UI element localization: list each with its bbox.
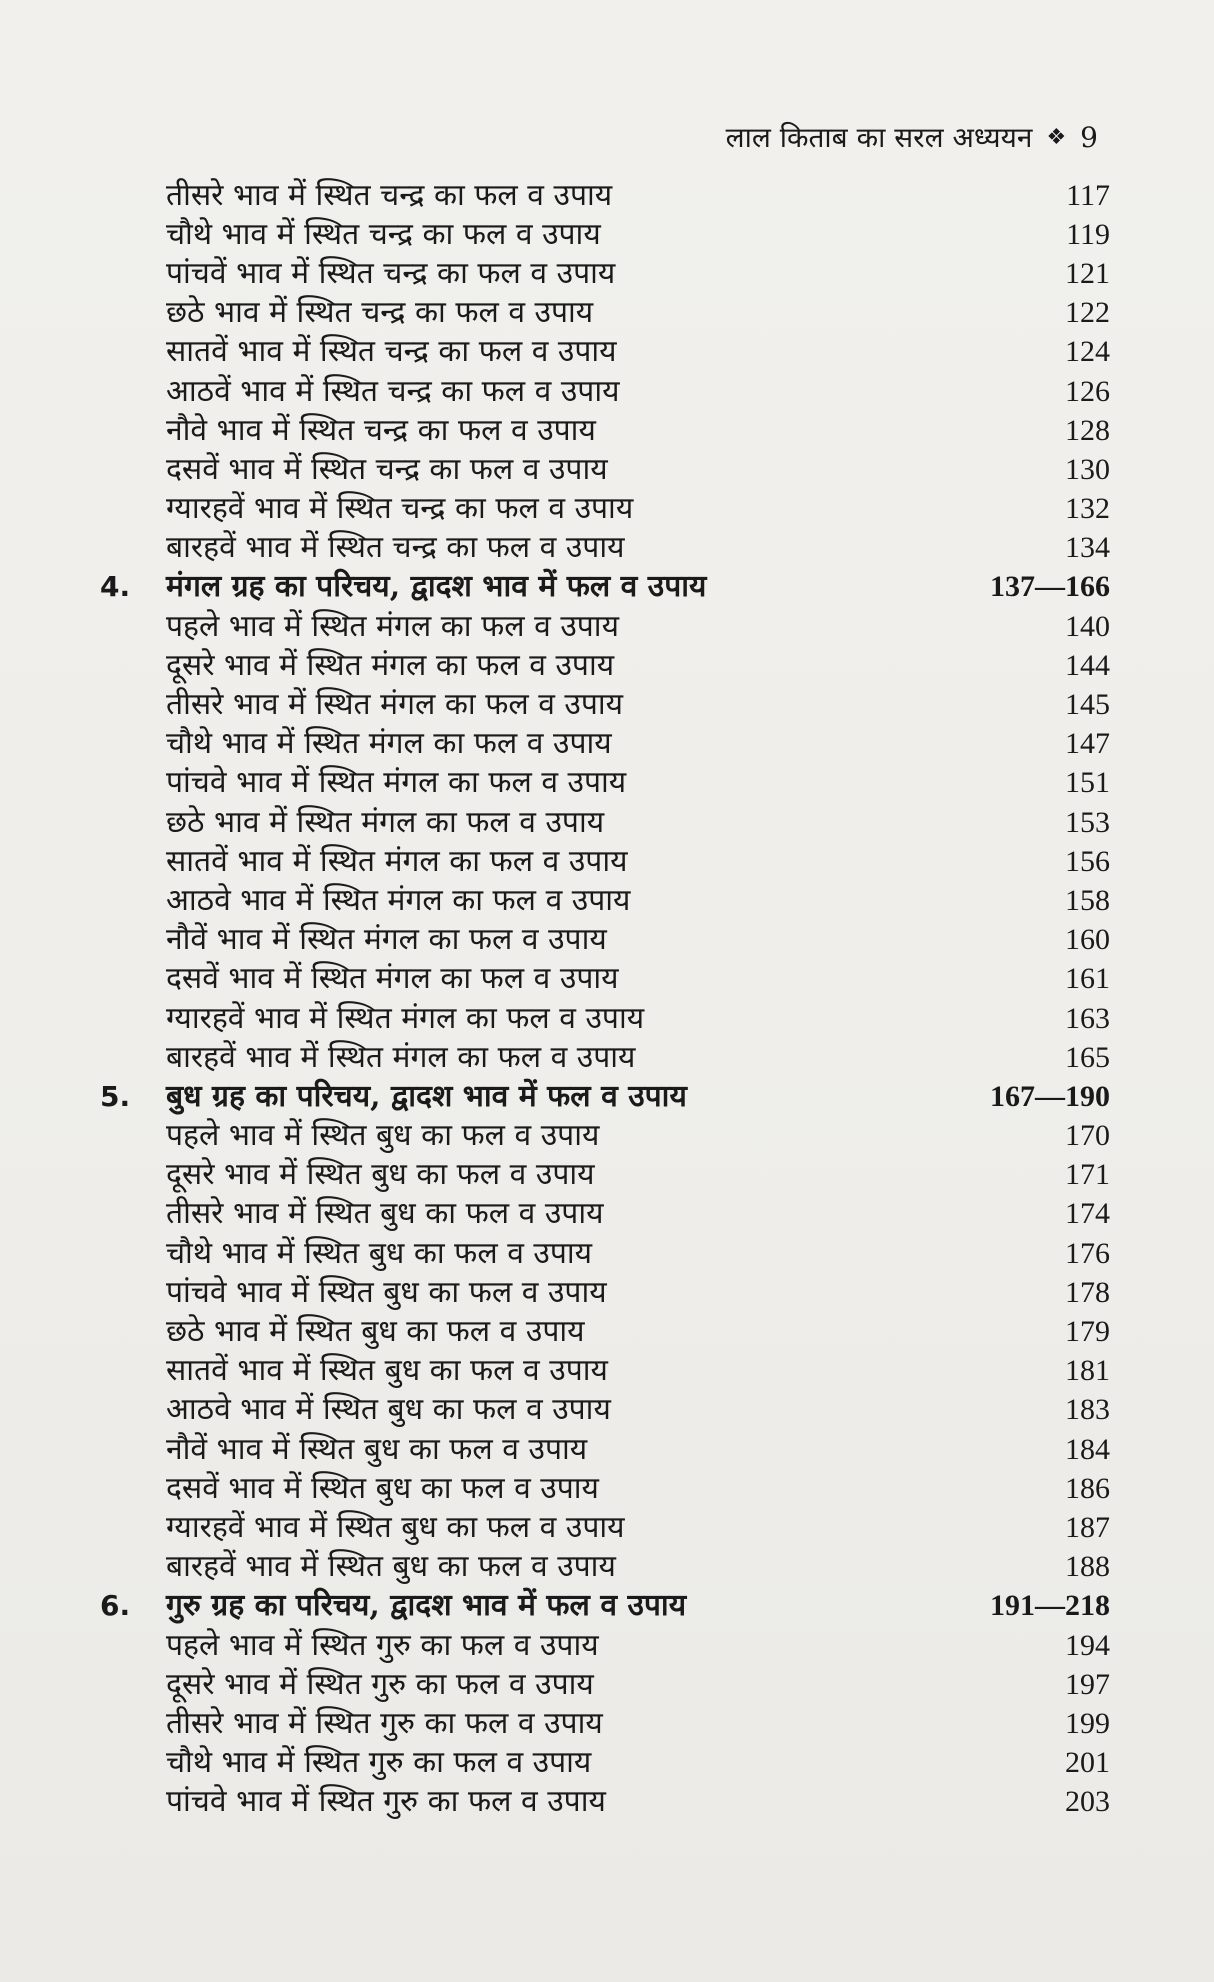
toc-entry-row [100, 803, 1110, 842]
entry-title: सातवें भाव में स्थित मंगल का फल व उपाय [166, 843, 628, 879]
chapter-title: बुध ग्रह का परिचय, द्वादश भाव में फल व उपाय [166, 1078, 687, 1114]
toc-entry-row [100, 1156, 1110, 1195]
entry-title: पहले भाव में स्थित मंगल का फल व उपाय [166, 608, 619, 644]
entry-page-number: 160 [1065, 923, 1110, 957]
entry-title: तीसरे भाव में स्थित मंगल का फल व उपाय [166, 687, 624, 723]
toc-entry-row [100, 1312, 1110, 1351]
entry-title: नौवें भाव में स्थित मंगल का फल व उपाय [166, 922, 607, 958]
toc-entry-row [100, 1665, 1110, 1704]
toc-entry-row [100, 764, 1110, 803]
toc-entry-row [100, 1117, 1110, 1156]
chapter-number: 5. [100, 1079, 131, 1113]
entry-title: छठे भाव में स्थित चन्द्र का फल व उपाय [166, 295, 594, 331]
entry-page-number: 130 [1065, 452, 1110, 486]
toc-entry-row [100, 607, 1110, 646]
entry-title: दूसरे भाव में स्थित मंगल का फल व उपाय [166, 647, 615, 683]
toc-entry-row [100, 1352, 1110, 1391]
entry-page-number: 153 [1065, 805, 1110, 839]
entry-title: दसवें भाव में स्थित चन्द्र का फल व उपाय [166, 451, 608, 487]
entry-page-number: 199 [1065, 1706, 1110, 1740]
entry-title: छठे भाव में स्थित बुध का फल व उपाय [166, 1314, 585, 1350]
toc-entry-row [100, 176, 1110, 215]
toc-entry-row [100, 646, 1110, 685]
entry-page-number: 179 [1065, 1315, 1110, 1349]
toc-entry-row [100, 1783, 1110, 1822]
entry-page-number: 178 [1065, 1275, 1110, 1309]
entry-page-number: 181 [1065, 1354, 1110, 1388]
entry-page-number: 145 [1065, 688, 1110, 722]
toc-entry-row [100, 1038, 1110, 1077]
entry-page-number: 163 [1065, 1001, 1110, 1035]
entry-title: तीसरे भाव में स्थित गुरु का फल व उपाय [166, 1705, 603, 1741]
entry-page-number: 117 [1066, 178, 1110, 212]
entry-title: ग्यारहवें भाव में स्थित मंगल का फल व उपाय [166, 1000, 645, 1036]
entry-title: दसवें भाव में स्थित बुध का फल व उपाय [166, 1470, 599, 1506]
entry-title: तीसरे भाव में स्थित बुध का फल व उपाय [166, 1196, 604, 1232]
chapter-heading-row [100, 1077, 1110, 1116]
page-number: 9 [1080, 120, 1098, 154]
toc-entry-row [100, 1704, 1110, 1743]
toc-entry-row [100, 1430, 1110, 1469]
entry-title: दूसरे भाव में स्थित बुध का फल व उपाय [166, 1157, 595, 1193]
entry-title: आठवें भाव में स्थित चन्द्र का फल व उपाय [166, 373, 620, 409]
entry-title: सातवें भाव में स्थित चन्द्र का फल व उपाय [166, 334, 617, 370]
entry-page-number: 132 [1065, 492, 1110, 526]
entry-page-number: 170 [1065, 1119, 1110, 1153]
entry-page-number: 203 [1065, 1785, 1110, 1819]
toc-entry-row [100, 921, 1110, 960]
entry-page-number: 171 [1065, 1158, 1110, 1192]
entry-page-number: 128 [1065, 413, 1110, 447]
chapter-heading-row [100, 1587, 1110, 1626]
toc-entry-row [100, 294, 1110, 333]
entry-page-number: 176 [1065, 1236, 1110, 1270]
entry-page-number: 187 [1065, 1510, 1110, 1544]
chapter-title: मंगल ग्रह का परिचय, द्वादश भाव में फल व उपाय [166, 569, 707, 605]
entry-page-number: 147 [1065, 727, 1110, 761]
entry-page-number: 140 [1065, 609, 1110, 643]
entry-title: चौथे भाव में स्थित मंगल का फल व उपाय [166, 726, 612, 762]
toc-entry-row [100, 411, 1110, 450]
entry-title: बारहवें भाव में स्थित बुध का फल व उपाय [166, 1549, 616, 1585]
toc-entry-row [100, 1469, 1110, 1508]
toc-entry-row [100, 1626, 1110, 1665]
entry-page-number: 186 [1065, 1471, 1110, 1505]
toc-entry-row [100, 333, 1110, 372]
chapter-heading-row [100, 568, 1110, 607]
toc-entry-row [100, 490, 1110, 529]
entry-title: तीसरे भाव में स्थित चन्द्र का फल व उपाय [166, 177, 613, 213]
chapter-page-range: 137—166 [990, 570, 1110, 604]
entry-page-number: 184 [1065, 1432, 1110, 1466]
entry-page-number: 134 [1065, 531, 1110, 565]
table-of-contents [100, 176, 1110, 1822]
entry-page-number: 151 [1065, 766, 1110, 800]
chapter-page-range: 167—190 [990, 1079, 1110, 1113]
toc-entry-row [100, 1391, 1110, 1430]
toc-entry-row [100, 1508, 1110, 1547]
entry-page-number: 144 [1065, 648, 1110, 682]
entry-title: सातवें भाव में स्थित बुध का फल व उपाय [166, 1353, 608, 1389]
toc-entry-row [100, 685, 1110, 724]
entry-page-number: 197 [1065, 1667, 1110, 1701]
toc-entry-row [100, 1744, 1110, 1783]
book-title: लाल किताब का सरल अध्ययन [725, 121, 1033, 154]
entry-title: दसवें भाव में स्थित मंगल का फल व उपाय [166, 961, 619, 997]
chapter-number: 4. [100, 570, 131, 604]
entry-page-number: 201 [1065, 1746, 1110, 1780]
chapter-number: 6. [100, 1589, 131, 1623]
toc-entry-row [100, 1234, 1110, 1273]
entry-title: ग्यारहवें भाव में स्थित बुध का फल व उपाय [166, 1509, 625, 1545]
toc-entry-row [100, 450, 1110, 489]
entry-title: पांचवे भाव में स्थित बुध का फल व उपाय [166, 1274, 607, 1310]
entry-page-number: 174 [1065, 1197, 1110, 1231]
entry-title: चौथे भाव में स्थित बुध का फल व उपाय [166, 1235, 593, 1271]
entry-page-number: 156 [1065, 844, 1110, 878]
entry-title: पांचवे भाव में स्थित मंगल का फल व उपाय [166, 765, 627, 801]
toc-entry-row [100, 215, 1110, 254]
toc-entry-row [100, 254, 1110, 293]
entry-title: चौथे भाव में स्थित गुरु का फल व उपाय [166, 1745, 592, 1781]
entry-title: पहले भाव में स्थित गुरु का फल व उपाय [166, 1627, 599, 1663]
toc-entry-row [100, 372, 1110, 411]
entry-title: आठवे भाव में स्थित बुध का फल व उपाय [166, 1392, 611, 1428]
entry-title: चौथे भाव में स्थित चन्द्र का फल व उपाय [166, 216, 601, 252]
toc-entry-row [100, 1548, 1110, 1587]
running-header [726, 118, 1098, 156]
entry-title: पांचवें भाव में स्थित चन्द्र का फल व उपाय [166, 255, 616, 291]
toc-entry-row [100, 725, 1110, 764]
entry-title: ग्यारहवें भाव में स्थित चन्द्र का फल व उपाय [166, 491, 634, 527]
toc-entry-row [100, 842, 1110, 881]
entry-page-number: 161 [1065, 962, 1110, 996]
entry-page-number: 165 [1065, 1040, 1110, 1074]
entry-title: पांचवे भाव में स्थित गुरु का फल व उपाय [166, 1784, 606, 1820]
entry-page-number: 194 [1065, 1628, 1110, 1662]
entry-title: बारहवें भाव में स्थित चन्द्र का फल व उपाय [166, 530, 625, 566]
entry-title: पहले भाव में स्थित बुध का फल व उपाय [166, 1118, 600, 1154]
toc-entry-row [100, 960, 1110, 999]
entry-page-number: 188 [1065, 1550, 1110, 1584]
entry-page-number: 124 [1065, 335, 1110, 369]
entry-page-number: 119 [1066, 217, 1110, 251]
toc-entry-row [100, 1195, 1110, 1234]
toc-entry-row [100, 999, 1110, 1038]
toc-entry-row [100, 529, 1110, 568]
entry-page-number: 121 [1065, 256, 1110, 290]
ornament-icon: ❖ [1046, 124, 1067, 150]
entry-title: नौवे भाव में स्थित चन्द्र का फल व उपाय [166, 412, 596, 448]
toc-entry-row [100, 881, 1110, 920]
entry-page-number: 126 [1065, 374, 1110, 408]
entry-title: नौवें भाव में स्थित बुध का फल व उपाय [166, 1431, 588, 1467]
entry-title: छठे भाव में स्थित मंगल का फल व उपाय [166, 804, 605, 840]
entry-page-number: 122 [1065, 296, 1110, 330]
chapter-page-range: 191—218 [990, 1589, 1110, 1623]
entry-title: दूसरे भाव में स्थित गुरु का फल व उपाय [166, 1666, 594, 1702]
toc-entry-row [100, 1273, 1110, 1312]
entry-title: आठवे भाव में स्थित मंगल का फल व उपाय [166, 882, 631, 918]
chapter-title: गुरु ग्रह का परिचय, द्वादश भाव में फल व उपाय [166, 1588, 687, 1624]
entry-page-number: 183 [1065, 1393, 1110, 1427]
entry-title: बारहवें भाव में स्थित मंगल का फल व उपाय [166, 1039, 636, 1075]
entry-page-number: 158 [1065, 883, 1110, 917]
